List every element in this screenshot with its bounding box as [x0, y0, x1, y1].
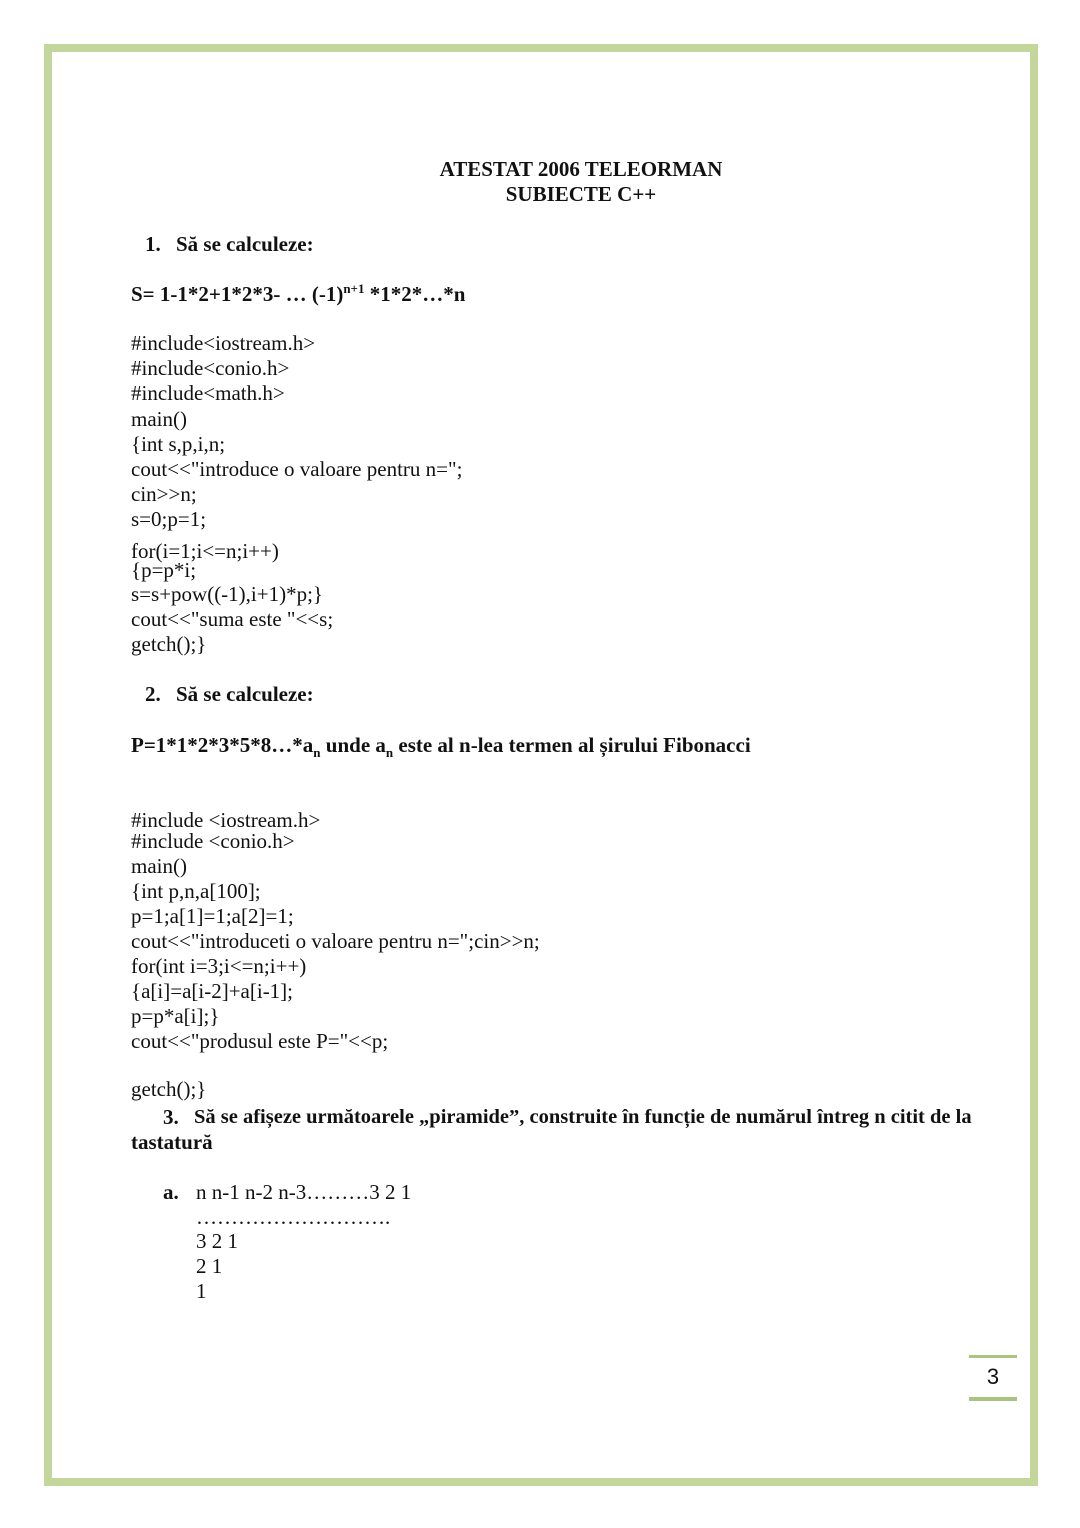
section3-number: 3.: [163, 1105, 179, 1129]
section1-number: 1.: [145, 232, 161, 256]
code-line: s=s+pow((-1),i+1)*p;}: [131, 582, 324, 606]
code-line: cout<<"introduce o valoare pentru n=";: [131, 457, 463, 481]
code-line: getch();}: [131, 1077, 207, 1101]
code-line: main(): [131, 407, 187, 431]
code-line: {a[i]=a[i-2]+a[i-1];: [131, 979, 294, 1003]
code-line: p=1;a[1]=1;a[2]=1;: [131, 904, 294, 928]
code-line: for(i=1;i<=n;i++): [131, 539, 279, 563]
section3-heading-cont: tastatură: [131, 1130, 213, 1154]
section2-number: 2.: [145, 682, 161, 706]
code-line: {p=p*i;: [131, 558, 197, 582]
code-line: 3 2 1: [196, 1229, 238, 1253]
code-line: ……………………….: [196, 1205, 391, 1229]
section2-heading: Să se calculeze:: [176, 682, 314, 706]
code-line: s=0;p=1;: [131, 507, 207, 531]
code-line: {int s,p,i,n;: [131, 432, 226, 456]
section1-formula: S= 1-1*2+1*2*3- … $(-1)^{n+1}$ *1*2*…*n: [131, 281, 466, 306]
code-line: cout<<"introduceti o valoare pentru n=";cin>>n;: [131, 929, 540, 953]
code-line: cout<<"produsul este P="<<p;: [131, 1029, 389, 1053]
code-line: for(int i=3;i<=n;i++): [131, 954, 307, 978]
item-a-label: a.: [163, 1180, 179, 1204]
section2-formula: $P=1*1*2*3*5*8\dots*a_n$ unde $a_n$ este al n-lea termen al șirului Fibonacci: [131, 733, 751, 761]
code-line: 2 1: [196, 1254, 223, 1278]
section1-heading: Să se calculeze:: [176, 232, 314, 256]
doc-title: ATESTAT 2006 TELEORMAN: [439, 157, 723, 181]
code-line: main(): [131, 854, 187, 878]
code-line: n n-1 n-2 n-3………3 2 1: [196, 1180, 412, 1204]
code-line: #include<conio.h>: [131, 356, 290, 380]
code-line: 1: [196, 1279, 207, 1303]
code-line: #include<iostream.h>: [131, 331, 316, 355]
page-number: 3: [986, 1364, 1000, 1389]
section3-heading: Să se afișeze următoarele „piramide”, construite în funcție de numărul întreg n citit de la: [194, 1106, 972, 1128]
code-line: cout<<"suma este "<<s;: [131, 607, 334, 631]
code-line: #include<math.h>: [131, 381, 285, 405]
page-number-bottom-rule: [969, 1397, 1017, 1401]
code-line: {int p,n,a[100];: [131, 879, 261, 903]
code-line: p=p*a[i];}: [131, 1004, 220, 1028]
code-line: getch();}: [131, 632, 207, 656]
code-line: #include <iostream.h>: [131, 808, 321, 832]
page-number-top-rule: [969, 1355, 1017, 1358]
code-line: cin>>n;: [131, 482, 197, 506]
page-frame: [44, 44, 1038, 1486]
doc-subtitle: SUBIECTE C++: [505, 182, 657, 206]
code-line: #include <conio.h>: [131, 829, 295, 853]
